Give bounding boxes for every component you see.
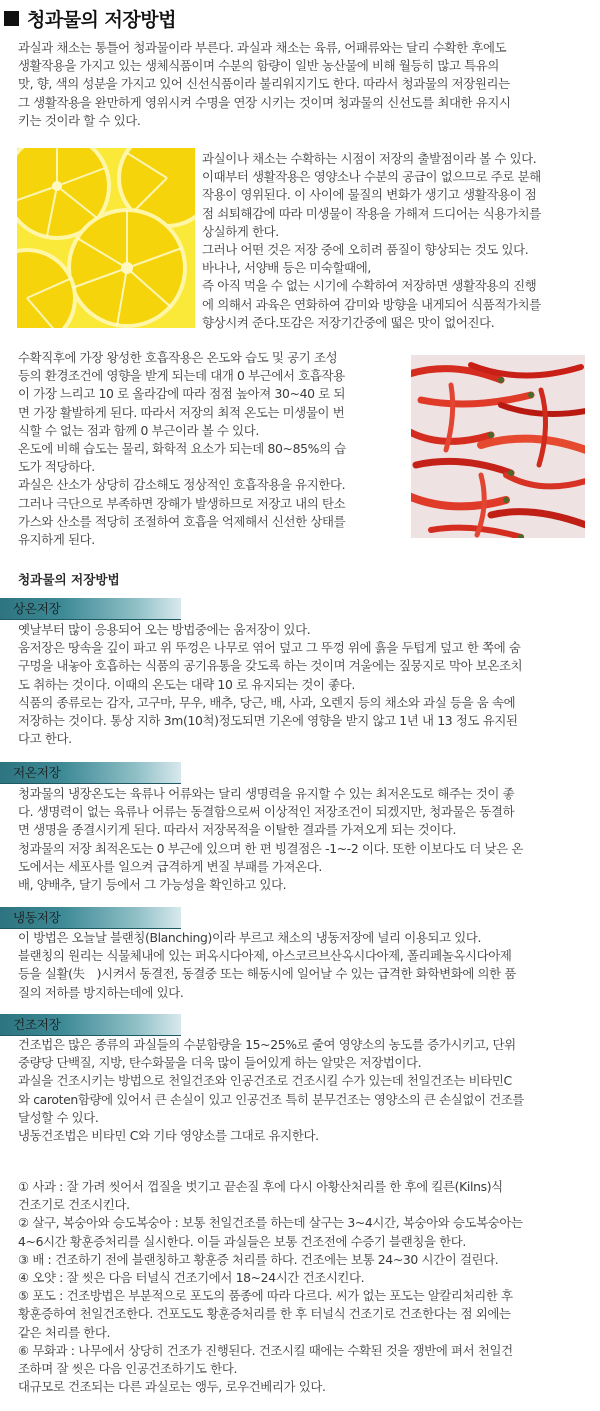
method-line: 다고 한다. <box>18 731 72 747</box>
method-line: 냉동건조법은 비타민 C와 기타 영양소를 그대로 유지한다. <box>18 1128 319 1144</box>
respiration-line: 이 가장 느리고 10 로 올라감에 따라 점점 높아져 30~40 로 되 <box>18 386 346 402</box>
method-line: 달성할 수 있다. <box>18 1109 99 1125</box>
method-line: 이 방법은 오늘날 블랜칭(Blanching)이라 부르고 채소의 냉동저장에 널리 이용되고 있다. <box>18 930 482 945</box>
list-item: 4~6시간 황훈증처리를 실시한다. 이들 과실들은 보통 건조전에 수증기 블랜칭을 한다. <box>18 1233 467 1249</box>
list-item: ③ 배 : 건조하기 전에 블랜칭하고 황훈증 처리를 하다. 건조에는 보통 24~30 시간이 걸린다. <box>18 1251 499 1267</box>
method-label: 상온저장 <box>13 601 61 616</box>
method-line: 과실을 건조시키는 방법으로 천일건조와 인공건조로 건조시킬 수가 있는데 천일건조는 비타민C <box>18 1073 512 1089</box>
page-title-row <box>4 5 176 31</box>
dried-chili-image <box>411 355 585 538</box>
harvest-line: 이때부터 생활작용은 영양소나 수분의 공급이 없으므로 주로 분해 <box>202 169 541 185</box>
method-line: 저장하는 것이다. 통상 지하 3m(10척)정도되면 기온에 영향을 받지 않고 1년 내 13 정도 유지된 <box>18 713 518 729</box>
intro-line: 과실과 채소는 통틀어 청과물이라 부른다. 과실과 채소는 육류, 어패류와는 달리 수확한 후에도 <box>18 40 507 55</box>
harvest-line: 바나나, 서양배 등은 미숙할때에, <box>202 260 371 276</box>
harvest-line: 상실하게 한다. <box>202 223 279 239</box>
method-label: 건조저장 <box>13 1017 61 1032</box>
method-line: 청과물의 냉장온도는 육류나 어류와는 달리 생명력을 유지할 수 있는 최저온도로 해주는 것이 좋 <box>18 786 515 801</box>
intro-line: 그 생활작용을 완만하게 영위시켜 수명을 연장 시키는 것이며 청과물의 신선도를 최대한 유지시 <box>18 94 511 110</box>
methods-subheading: 청과물의 저장방법 <box>18 572 120 587</box>
lemon-slices-image <box>17 148 195 328</box>
list-item: 황훈증하여 천일건조한다. 건포도도 황훈증처리를 한 후 터널식 건조기로 건조한다는 점 외에는 <box>18 1306 511 1322</box>
method-line: 식품의 종류로는 감자, 고구마, 무우, 배추, 당근, 배, 사과, 오렌지 등의 채소와 과실 등을 움 속에 <box>18 694 516 710</box>
harvest-line: 그러나 어떤 것은 저장 중에 오히려 품질이 향상되는 것도 있다. <box>202 242 529 258</box>
harvest-line: 즉 아직 먹을 수 없는 시기에 수확하여 저장하면 생활작용의 진행 <box>202 278 537 294</box>
intro-line: 맛, 향, 색의 성분을 가지고 있어 신선식품이라 불리워지기도 한다. 따라서 청과물의 저장원리는 <box>18 76 510 92</box>
method-header-dry <box>0 1014 181 1036</box>
method-body-dry <box>18 1036 583 1145</box>
method-line: 중량당 단백질, 지방, 탄수화물을 더욱 많이 들어있게 하는 알맞은 저장법이다. <box>18 1055 422 1071</box>
method-line: 질의 저하를 방지하는데에 있다. <box>18 984 184 1000</box>
method-line: 면 생명을 종결시키게 된다. 따라서 저장목적을 이탈한 결과를 가져오게 되는 것이다. <box>18 822 457 838</box>
list-item: ⑤ 포도 : 건조방법은 부분적으로 포도의 품종에 따라 다르다. 씨가 없는 포도는 알칼리처리한 후 <box>18 1288 513 1304</box>
method-header-room-temp <box>0 598 181 620</box>
method-line: 청과물의 저장 최적온도는 0 부근에 있으며 한 편 빙결점은 -1~-2 이다. 또한 이보다도 더 낮은 온 <box>18 840 523 856</box>
list-item: 같은 처리를 한다. <box>18 1324 111 1340</box>
respiration-line: 수확직후에 가장 왕성한 호흡작용은 온도와 습도 및 공기 조성 <box>18 350 338 365</box>
method-line: 옛날부터 많이 응용되어 오는 방법중에는 움저장이 있다. <box>18 622 311 637</box>
method-line: 블랜칭의 원리는 식물체내에 있는 퍼옥시다아제, 아스코르브산옥시다아제, 폴리페놀옥시다아제 <box>18 948 512 964</box>
list-item: ① 사과 : 잘 가려 씻어서 껍질을 벗기고 끝손질 후에 다시 아황산처리를 한 후에 킬른(Kilns)식 <box>18 1179 503 1194</box>
list-item: ⑥ 무화과 : 나무에서 상당히 건조가 진행된다. 건조시킬 때에는 수확된 것을 쟁반에 펴서 천일건 <box>18 1342 513 1358</box>
method-line: 다. 생명력이 없는 육류나 어류는 동결함으로써 이상적인 저장조건이 되겠지만, 청과물은 동결하 <box>18 804 515 820</box>
method-header-cold <box>0 762 181 784</box>
harvest-line: 향상시켜 준다.또감은 저장기간중에 떫은 맛이 없어진다. <box>202 314 495 330</box>
respiration-line: 과실은 산소가 상당히 감소해도 정상적인 호흡작용을 유지한다. <box>18 477 346 493</box>
respiration-line: 그러나 극단으로 부족하면 장해가 발생하므로 저장고 내의 탄소 <box>18 495 346 511</box>
respiration-line: 유지하게 된다. <box>18 532 95 548</box>
method-header-frozen <box>0 907 181 929</box>
method-body-frozen <box>18 929 583 1002</box>
harvest-line: 과실이나 채소는 수확하는 시점이 저장의 출발점이라 볼 수 있다. <box>202 151 537 166</box>
list-item: 대규모로 건조되는 다른 과실로는 앵두, 로우건베리가 있다. <box>18 1379 326 1395</box>
harvest-line: 에 의해서 과육은 연화하여 감미와 방향을 내게되어 식품적가치를 <box>202 296 541 312</box>
method-line: 구멍을 내놓아 호흡하는 식품의 공기유통을 갖도록 하는 것이며 겨울에는 짚뭉지로 막아 보온조치 <box>18 658 523 674</box>
respiration-paragraph <box>18 349 398 549</box>
respiration-line: 온도에 비해 습도는 물리, 화학적 요소가 되는데 80~85%의 습 <box>18 441 346 457</box>
title-bullet-icon <box>4 11 19 26</box>
intro-line: 키는 것이라 할 수 있다. <box>18 112 141 128</box>
method-label: 저온저장 <box>13 765 61 780</box>
respiration-line: 면 가장 활발하게 된다. 따라서 저장의 최적 온도는 미생물이 번 <box>18 404 345 420</box>
method-line: 건조법은 많은 종류의 과실들의 수분함량을 15~25%로 줄여 영양소의 농도를 증가시키고, 단위 <box>18 1037 516 1052</box>
respiration-line: 도가 적당하다. <box>18 459 95 475</box>
method-line: 움저장은 땅속을 깊이 파고 위 뚜껑은 나무로 엮어 덮고 그 뚜껑 위에 흙을 두텁게 덮고 한 쪽에 숨 <box>18 640 521 656</box>
fruit-drying-list <box>18 1178 588 1396</box>
method-body-cold <box>18 785 583 894</box>
list-item: ④ 오얏 : 잘 씻은 다음 터널식 건조기에서 18~24시간 건조시킨다. <box>18 1270 365 1286</box>
harvest-paragraph <box>202 150 592 332</box>
respiration-line: 식할 수 없는 점과 함께 0 부근이라 볼 수 있다. <box>18 422 259 438</box>
harvest-line: 작용이 영위된다. 이 사이에 물질의 변화가 생기고 생활작용이 점 <box>202 187 537 203</box>
list-item: ② 살구, 복숭아와 승도복숭아 : 보통 천일건조를 하는데 살구는 3~4시간, 복숭아와 승도복숭아는 <box>18 1215 523 1231</box>
page-title: 청과물의 저장방법 <box>27 8 176 31</box>
harvest-line: 점 쇠퇴해감에 따라 미생물이 작용을 가해져 드디어는 식용가치를 <box>202 205 541 221</box>
respiration-line: 등의 환경조건에 영향을 받게 되는데 대개 0 부근에서 호흡작용 <box>18 368 345 384</box>
method-label: 냉동저장 <box>13 910 61 925</box>
method-line: 와 caroten함량에 있어서 큰 손실이 있고 인공건조 특히 분무건조는 영양소의 큰 손실없이 건조를 <box>18 1091 525 1107</box>
intro-line: 생활작용을 가지고 있는 생체식품이며 수분의 함량이 일반 농산물에 비해 월등히 많고 특유의 <box>18 58 500 74</box>
list-item: 건조기로 건조시킨다. <box>18 1197 130 1213</box>
method-body-room-temp <box>18 621 583 748</box>
method-line: 도에서는 세포사를 일으켜 급격하게 변질 부패를 가져온다. <box>18 858 322 874</box>
respiration-line: 가스와 산소를 적당히 조절하여 호흡을 억제해서 신선한 상태를 <box>18 513 346 529</box>
list-item: 조하며 잘 씻은 다음 인공건조하기도 한다. <box>18 1361 238 1377</box>
method-line: 도 취하는 것이다. 이때의 온도는 대략 10 로 유지되는 것이 좋다. <box>18 676 355 692</box>
intro-paragraph <box>18 39 583 130</box>
method-line: 배, 양배추, 달기 등에서 그 가능성을 확인하고 있다. <box>18 877 287 893</box>
method-line: 등을 실활(失 )시켜서 동결전, 동결중 또는 해동시에 일어날 수 있는 급격한 화학변화에 의한 품 <box>18 966 516 982</box>
